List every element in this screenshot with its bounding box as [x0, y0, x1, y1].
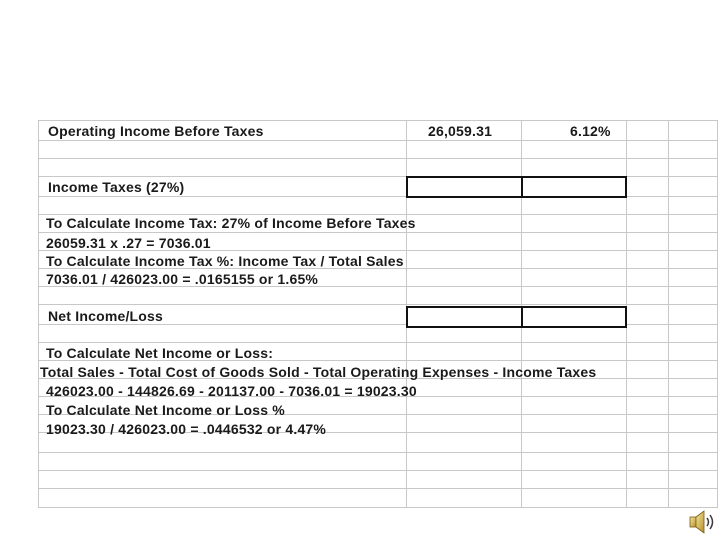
- gridline: [38, 470, 718, 471]
- gridline: [38, 304, 718, 305]
- calc-tax-line-2: 26059.31 x .27 = 7036.01: [46, 235, 211, 251]
- speaker-icon[interactable]: [688, 508, 718, 536]
- net-income-label: Net Income/Loss: [48, 308, 164, 324]
- operating-income-pct: 6.12%: [570, 123, 611, 139]
- gridline: [38, 452, 718, 453]
- net-income-value-cell[interactable]: [406, 306, 523, 328]
- calc-net-line-5: 19023.30 / 426023.00 = .0446532 or 4.47%: [46, 421, 327, 437]
- net-income-pct-cell[interactable]: [521, 306, 627, 328]
- gridline: [38, 488, 718, 489]
- calc-net-line-2: Total Sales - Total Cost of Goods Sold - Total Operating Expenses - Income Taxes: [40, 364, 597, 380]
- income-tax-pct-cell[interactable]: [521, 176, 627, 198]
- calc-net-line-1: To Calculate Net Income or Loss:: [46, 345, 274, 361]
- gridline: [38, 120, 39, 508]
- gridline: [668, 120, 669, 508]
- calc-net-line-3: 426023.00 - 144826.69 - 201137.00 - 7036.01 = 19023.30: [46, 383, 417, 399]
- calc-net-line-4: To Calculate Net Income or Loss %: [46, 402, 285, 418]
- calc-tax-line-4: 7036.01 / 426023.00 = .0165155 or 1.65%: [46, 271, 319, 287]
- gridline: [717, 120, 718, 508]
- income-tax-value-cell[interactable]: [406, 176, 523, 198]
- gridline: [38, 158, 718, 159]
- operating-income-value: 26,059.31: [428, 123, 493, 139]
- operating-income-label: Operating Income Before Taxes: [48, 123, 264, 139]
- income-taxes-label: Income Taxes (27%): [48, 179, 185, 195]
- gridline: [38, 507, 718, 508]
- calc-tax-line-3: To Calculate Income Tax %: Income Tax / Total Sales: [46, 253, 404, 269]
- calc-tax-line-1: To Calculate Income Tax: 27% of Income Before Taxes: [46, 215, 416, 231]
